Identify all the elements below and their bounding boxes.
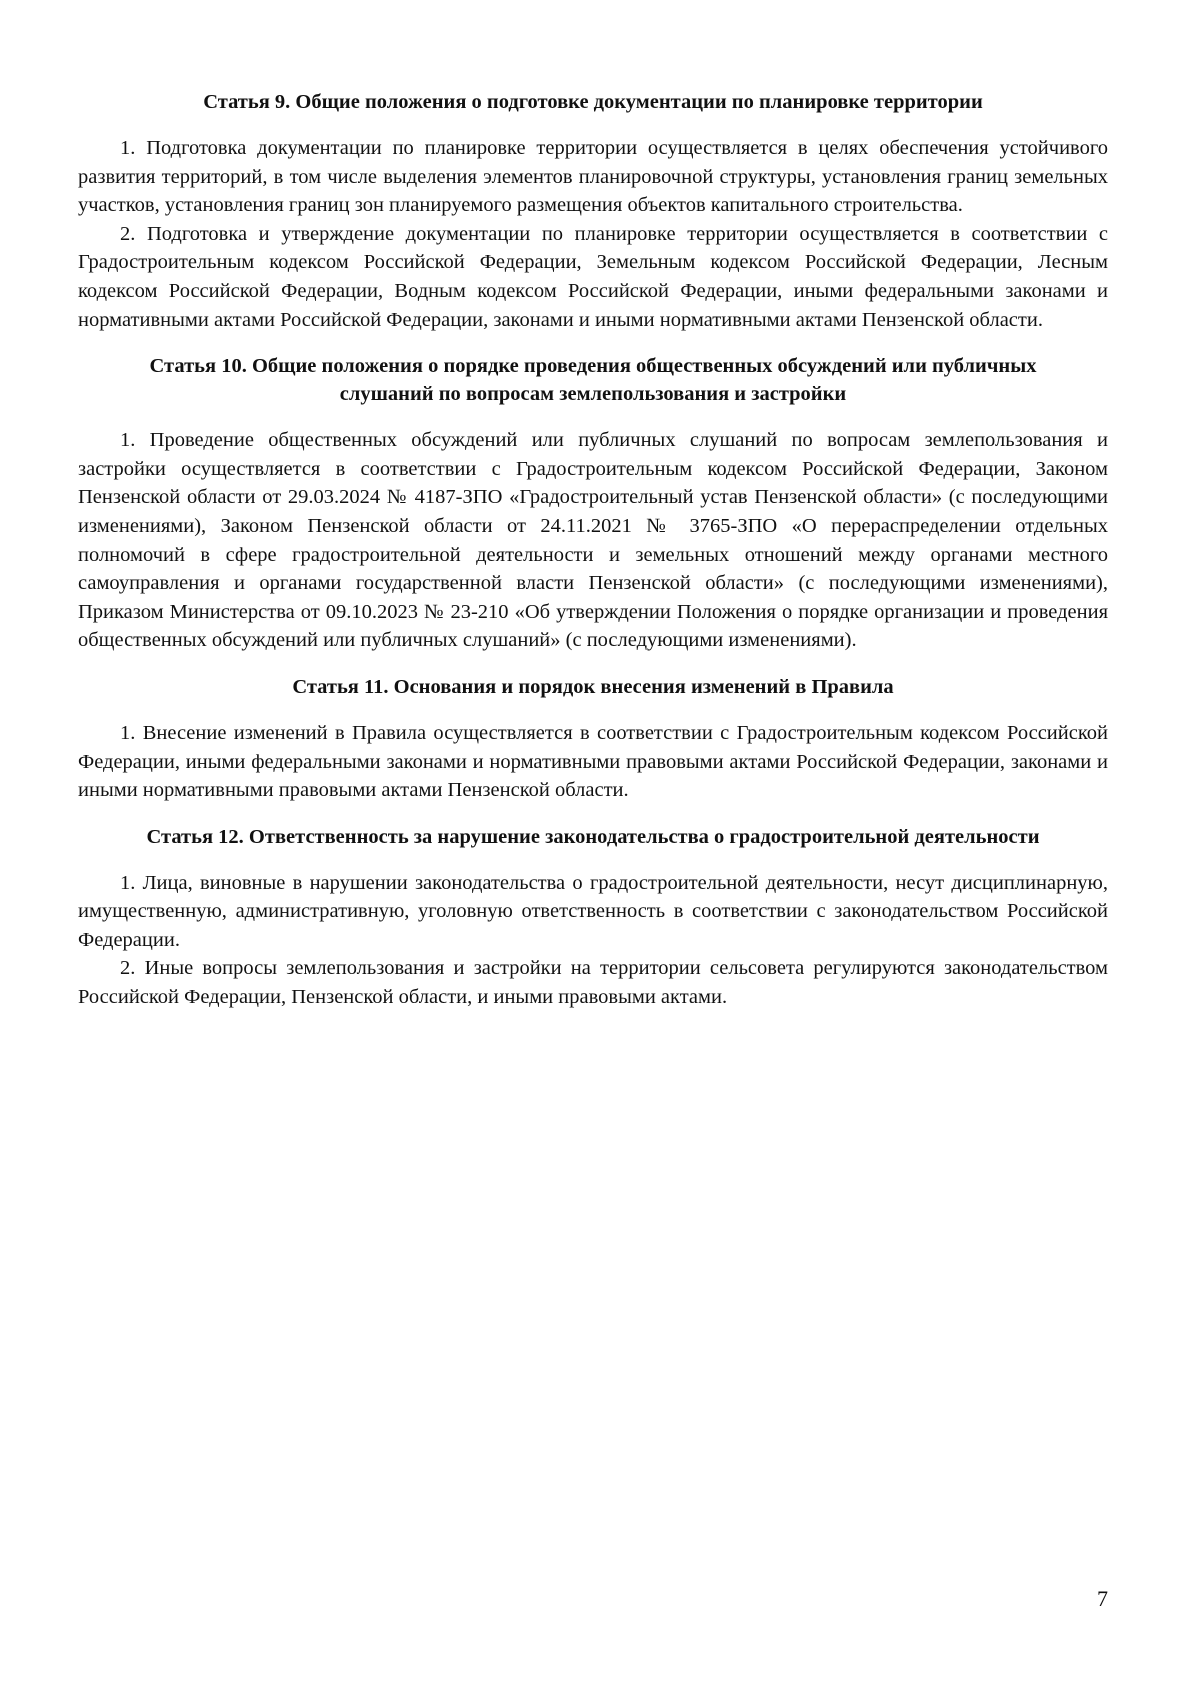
document-page: [78, 88, 1108, 1012]
article-12-paragraph-1: 1. Лица, виновные в нарушении законодательства о градостроительной деятельности, несут дисциплинарную, имущественную, административную, уголовную ответственность в соответствии с законодательством Российской Федерации.: [78, 871, 1108, 951]
article-10-paragraph-1: 1. Проведение общественных обсуждений или публичных слушаний по вопросам землепользования и застройки осуществляется в соответствии с Градостроительным кодексом Российской Федерации, Законом Пензенской области от 29.03.2024 № 4187-ЗПО «Градостроительный устав Пензенской области» (с последующими изменениями), Законом Пензенской области от 24.11.2021 № 3765-ЗПО «О перераспределении отдельных полномочий в сфере градостроительной деятельности и земельных отношений между органами местного самоуправления и органами государственной власти Пензенской области» (с последующими изменениями), Приказом Министерства от 09.10.2023 № 23-210 «Об утверждении Положения о порядке организации и проведения общественных обсуждений или публичных слушаний» (с последующими изменениями).: [78, 429, 1108, 652]
article-12-heading: Статья 12. Ответственность за нарушение законодательства о градостроительной деятельности: [146, 825, 1040, 848]
article-11-paragraph-1: 1. Внесение изменений в Правила осуществляется в соответствии с Градостроительным кодексом Российской Федерации, иными федеральными законами и нормативными правовыми актами Российской Федерации, законами и иными нормативными правовыми актами Пензенской области.: [78, 721, 1108, 802]
article-11-heading: Статья 11. Основания и порядок внесения изменений в Правила: [292, 675, 894, 698]
article-9: [78, 88, 1108, 334]
article-12: [78, 823, 1108, 1012]
article-9-paragraph-1: 1. Подготовка документации по планировке территории осуществляется в целях обеспечения устойчивого развития территорий, в том числе выделения элементов планировочной структуры, установления границ земельных участков, установления границ зон планируемого размещения объектов капитального строительства.: [78, 137, 1108, 217]
article-11: [78, 673, 1108, 805]
article-9-heading: Статья 9. Общие положения о подготовке документации по планировке территории: [203, 91, 983, 113]
article-12-paragraph-2: 2. Иные вопросы землепользования и застройки на территории сельсовета регулируются законодательством Российской Федерации, Пензенской области, и иными правовыми актами.: [78, 957, 1108, 1009]
article-10-heading: Статья 10. Общие положения о порядке проведения общественных обсуждений или публичных слушаний по вопросам землепользования и застройки: [149, 355, 1037, 406]
article-9-paragraph-2: 2. Подготовка и утверждение документации по планировке территории осуществляется в соответствии с Градостроительным кодексом Российской Федерации, Земельным кодексом Российской Федерации, Лесным кодексом Российской Федерации, Водным кодексом Российской Федерации, иными федеральными законами и нормативными актами Российской Федерации, законами и иными нормативными актами Пензенской области.: [78, 222, 1108, 331]
page-number: 7: [1097, 1586, 1108, 1611]
article-10: [78, 352, 1108, 655]
